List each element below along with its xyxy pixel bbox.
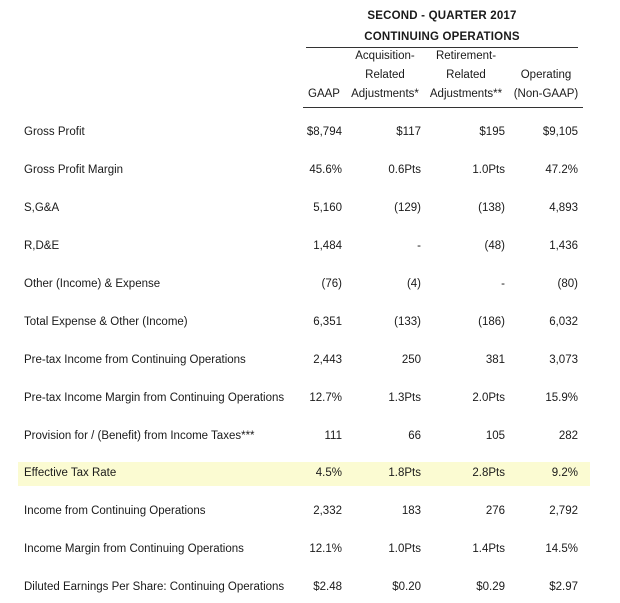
- row-value: 12.1%: [309, 543, 342, 555]
- row-value: 9.2%: [551, 467, 578, 479]
- row-value: 4.5%: [315, 467, 342, 479]
- row-value: 3,073: [549, 354, 578, 366]
- row-value: 105: [485, 430, 505, 442]
- row-label: S,G&A: [24, 202, 60, 214]
- table-row: [18, 235, 590, 259]
- row-value: (4): [406, 278, 421, 290]
- row-value: 276: [485, 505, 505, 517]
- column-header-line: Adjustments*: [351, 88, 419, 100]
- row-value: (186): [478, 316, 505, 328]
- column-header-line: (Non-GAAP): [513, 88, 579, 100]
- row-value: 1.0Pts: [388, 543, 421, 555]
- row-label: Pre-tax Income Margin from Continuing Operations: [24, 392, 285, 404]
- table-row: [18, 387, 590, 411]
- column-header-rule: [423, 107, 509, 108]
- table-row: [18, 197, 590, 221]
- row-value: 15.9%: [545, 392, 578, 404]
- row-label: Diluted Earnings Per Share: Continuing Operations: [24, 581, 285, 593]
- row-value: 6,351: [313, 316, 342, 328]
- row-value: 2.8Pts: [472, 467, 505, 479]
- table-row: [18, 538, 590, 562]
- row-value: 12.7%: [309, 392, 342, 404]
- row-value: (48): [484, 240, 505, 252]
- row-value: 14.5%: [545, 543, 578, 555]
- row-value: 2.0Pts: [472, 392, 505, 404]
- row-value: (133): [394, 316, 421, 328]
- row-value: (76): [321, 278, 342, 290]
- table-row: [18, 121, 590, 145]
- row-label: Income Margin from Continuing Operations: [24, 543, 244, 555]
- row-value: 1.4Pts: [472, 543, 505, 555]
- row-value: $2.97: [549, 581, 578, 593]
- row-label: Gross Profit: [24, 126, 85, 138]
- row-value: 1.8Pts: [388, 467, 421, 479]
- row-value: 111: [324, 430, 342, 442]
- column-header: [304, 85, 344, 104]
- column-header: [345, 47, 425, 104]
- row-label: Provision for / (Benefit) from Income Taxes***: [24, 430, 255, 442]
- column-header-line: GAAP: [308, 88, 340, 100]
- column-header-line: Related: [446, 69, 486, 81]
- row-value: $195: [479, 126, 505, 138]
- table-row: [18, 349, 590, 373]
- row-value: 2,332: [313, 505, 342, 517]
- row-value: 250: [401, 354, 421, 366]
- column-header: [424, 47, 508, 104]
- row-label: Pre-tax Income from Continuing Operations: [24, 354, 246, 366]
- row-value: -: [501, 278, 505, 290]
- row-label: R,D&E: [24, 240, 60, 252]
- row-value: (129): [394, 202, 421, 214]
- row-value: 45.6%: [309, 164, 342, 176]
- table-row: [18, 462, 590, 486]
- row-value: $2.48: [313, 581, 342, 593]
- table-row: [18, 576, 590, 600]
- row-value: $117: [396, 126, 421, 138]
- row-value: 4,893: [549, 202, 578, 214]
- row-label: Other (Income) & Expense: [24, 278, 161, 290]
- row-value: 2,443: [313, 354, 342, 366]
- row-value: $9,105: [542, 126, 578, 138]
- row-value: 1,484: [313, 240, 342, 252]
- table-row: [18, 273, 590, 297]
- row-value: 381: [485, 354, 505, 366]
- row-label: Effective Tax Rate: [24, 467, 117, 479]
- row-value: 183: [401, 505, 421, 517]
- row-value: -: [417, 240, 421, 252]
- row-value: 0.6Pts: [388, 164, 421, 176]
- row-value: 5,160: [313, 202, 342, 214]
- table-row: [18, 500, 590, 524]
- row-label: Total Expense & Other (Income): [24, 316, 188, 328]
- row-value: 2,792: [549, 505, 578, 517]
- column-header-line: Operating: [520, 69, 572, 81]
- period-title: SECOND - QUARTER 2017: [367, 10, 517, 22]
- column-header-rule: [344, 107, 426, 108]
- column-header-rule: [303, 107, 345, 108]
- row-value: 6,032: [549, 316, 578, 328]
- row-label: Gross Profit Margin: [24, 164, 124, 176]
- row-value: 282: [558, 430, 578, 442]
- row-value: 1,436: [549, 240, 578, 252]
- column-header-line: Acquisition-: [355, 50, 415, 62]
- table-row: [18, 159, 590, 183]
- period-subtitle: CONTINUING OPERATIONS: [364, 31, 520, 43]
- row-value: 66: [408, 430, 421, 442]
- row-value: $0.20: [392, 581, 421, 593]
- table-row: [18, 425, 590, 449]
- row-label: Income from Continuing Operations: [24, 505, 206, 517]
- row-value: 1.0Pts: [472, 164, 505, 176]
- row-value: (80): [557, 278, 578, 290]
- row-value: 47.2%: [545, 164, 578, 176]
- column-header-rule: [509, 107, 583, 108]
- row-value: 1.3Pts: [388, 392, 421, 404]
- row-value: $8,794: [306, 126, 342, 138]
- column-header: [510, 66, 582, 104]
- column-header-line: Related: [365, 69, 405, 81]
- column-header-line: Adjustments**: [429, 88, 503, 100]
- table-row: [18, 311, 590, 335]
- row-value: (138): [478, 202, 505, 214]
- column-header-line: Retirement-: [435, 50, 497, 62]
- row-value: $0.29: [476, 581, 505, 593]
